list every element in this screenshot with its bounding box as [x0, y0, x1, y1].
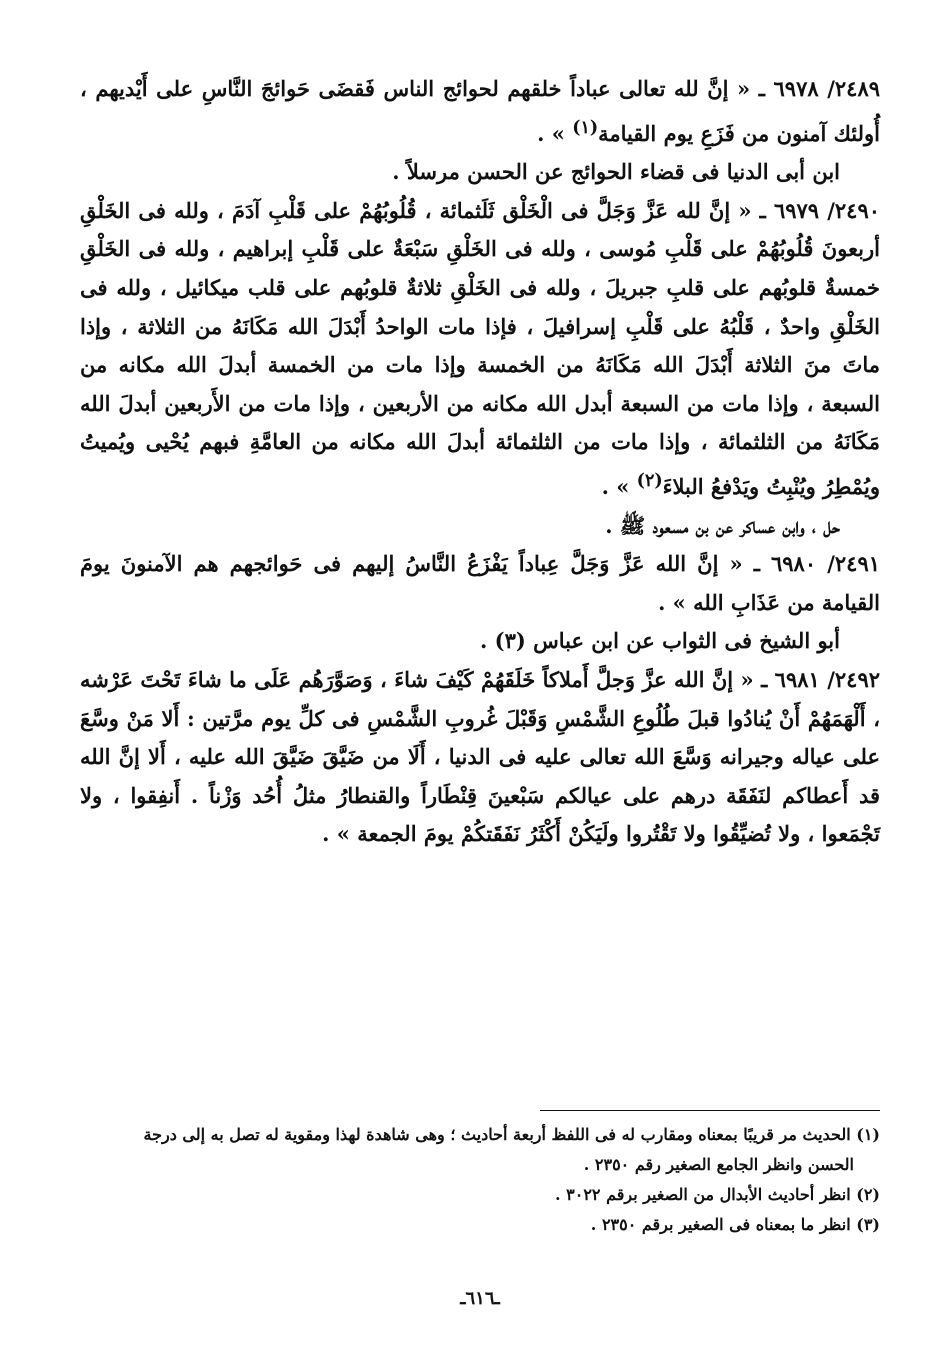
hadith-number: ٢٤٩٠/ ٦٩٧٩ ـ: [759, 197, 881, 223]
hadith-2489: [80, 70, 880, 153]
hadith-closing: » .: [601, 473, 637, 499]
hadith-number: ٢٤٨٩/ ٦٩٧٨ ـ: [758, 76, 881, 101]
hadith-2492: [80, 661, 880, 854]
page-number: ـ٦١٦ـ: [460, 1288, 500, 1309]
footnotes: [80, 1120, 880, 1240]
footnote-1: [80, 1120, 880, 1150]
footnote-mark: (١): [572, 117, 599, 138]
footnote-1-continued: الحسن وانظر الجامع الصغير رقم ٢٣٥٠ .: [583, 1155, 854, 1174]
footnote-mark: (١): [856, 1125, 880, 1144]
footnote-separator: [540, 1110, 880, 1111]
hadith-number: ٢٤٩١/ ٦٩٨٠ ـ: [753, 551, 881, 577]
hadith-source: ابن أبى الدنيا فى قضاء الحوائج عن الحسن مرسلاً .: [392, 159, 840, 185]
hadith-text: « إنَّ لله تعالى عباداً خلقهم لحوائج الناس فَقضَى حَوائجَ النَّاسِ على أَيْديهم ، أُولئك آمنون من فَزَعِ يوم القيامة: [80, 76, 880, 146]
footnote-text: انظر ما بمعناه فى الصغير برقم ٢٣٥٠ .: [590, 1215, 851, 1234]
document-page: [80, 70, 880, 1340]
hadith-text: « إنَّ لله عَزَّ وَجَلَّ فى الْخَلْق ثَلَثمائة ، قُلُوبُهُمْ على قَلْبِ آدَمَ ، ولله فى الخَلْقِ أربعونَ قُلُوبُهُمْ على قَلْبِ مُوسى ، ولله فى الخَلْقِ سَبْعَةٌ على قَلْبِ إبراهيم ، ولله فى الخَلْقِ خمسةٌ قلوبُهم على قلبِ جبريلَ ، ولله فى الخَلْقِ ثلاثةٌ قلوبُهم على قلب ميكائيل ، ولله فى الخَلْقِ واحدٌ ، قَلْبُهُ على قَلْبِ إسرافيلَ ، فإذا مات الواحدُ أَبْدَلَ الله مَكَانَهُ من الثلاثة ، وإذا ماتَ منَ الثلاثة أَبْدَلَ الله مَكَانَهُ من الخمسة وإذا مات من الخمسة أبدلَ الله مكانه من السبعة ، وإذا مات من السبعة أبدل الله مكانه من الأربعين ، وإذا مات من الأَربعين أبدلَ الله مَكَانَهُ من الثلثمائة ، وإذا مات من الثلثمائة أبدلَ الله مكانه من العامَّةِ فبهم يُحْيى ويُميتُ ويُمْطِرُ ويُنْبِتُ ويَدْفعُ البلاءَ: [80, 197, 880, 499]
hadith-source: أبو الشيخ فى الثواب عن ابن عباس (٣) .: [480, 628, 840, 654]
hadith-number: ٢٤٩٢/ ٦٩٨١ ـ: [761, 666, 881, 692]
footnote-2: [80, 1180, 880, 1210]
hadith-text: « إنَّ الله عَزَّ وَجَلَّ عِباداً يَفْزَعُ النَّاسُ إليهم فى حَوائجهم هم الآمنونَ يومَ القيامة من عَذَابِ الله: [80, 551, 880, 615]
footnote-mark: (٢): [856, 1185, 880, 1204]
hadith-closing: » .: [537, 120, 573, 146]
footnote-3: [80, 1210, 880, 1240]
footnote-text: انظر أحاديث الأبدال من الصغير برقم ٣٠٢٢ .: [554, 1185, 851, 1204]
hadith-2490: [80, 192, 880, 507]
hadith-closing: » .: [322, 821, 358, 847]
hadith-text: « إنَّ الله عزَّ وَجلَّ أَملاكاً خَلَقَهُمْ كَيْفَ شاءَ ، وَصَوَّرَهُم عَلَى ما شاءَ تَحْتَ عَرْشه ، أَلْهَمَهُمْ أَنْ يُنادُوا قبلَ طُلُوعِ الشَّمْسِ وَقَبْلَ غُروبِ الشَّمْسِ فى كلِّ يوم مرَّتين : أَلا مَنْ وسَّعَ على عياله وجيرانه وَسَّعَ الله تعالى عليه فى الدنيا ، أَلَا من ضَيَّقَ ضَيَّقَ الله عليه ، أَلا إنَّ الله قد أَعطاكم لنَفَقَة درهم على عيالكم سَبْعينَ قِنْطَاراً والقنطارُ مثلُ أُحُد وَزْناً . أَنفِقوا ، ولا تَجْمَعوا ، ولا تُضيِّقُوا ولا تَقْتُروا ولَيَكُنْ أَكْثَرُ نَفَقَتكُمْ يومَ الجمعة: [80, 666, 880, 847]
main-text: [80, 70, 880, 854]
hadith-source: حل ، وابن عساكر عن بن مسعود ﷺ .: [605, 512, 840, 538]
footnote-mark: (٢): [636, 470, 663, 491]
footnote-mark: (٣): [856, 1215, 880, 1234]
hadith-closing: » .: [658, 589, 694, 615]
hadith-2491: [80, 545, 880, 622]
footnote-text: الحديث مر قريبًا بمعناه ومقارب له فى اللفظ أربعة أحاديث ؛ وهى شاهدة لهذا ومقوية له تصل به إلى درجة: [143, 1125, 851, 1144]
